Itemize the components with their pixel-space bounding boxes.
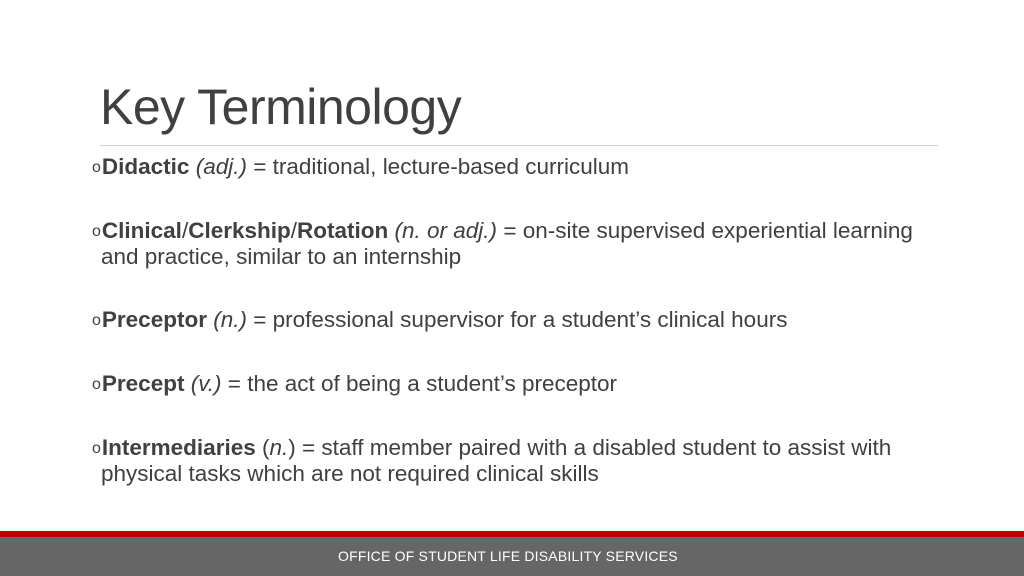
paren-open: ( [255, 435, 270, 460]
list-item-clinical [92, 218, 952, 269]
part-of-speech: (n.) [213, 307, 247, 332]
bullet-marker: o [92, 440, 101, 457]
part-of-speech: (n. or adj.) [394, 218, 498, 243]
term: Preceptor [101, 307, 207, 332]
part-of-speech: n. [269, 435, 289, 460]
part-of-speech: (adj.) [195, 154, 247, 179]
term: Didactic [101, 154, 190, 179]
bullet-marker: o [92, 159, 101, 176]
list-item-didactic [92, 154, 952, 180]
term: Clerkship [188, 218, 291, 243]
definition: = traditional, lecture-based curriculum [246, 154, 630, 179]
list-item-precept [92, 371, 952, 397]
list-item-intermediaries [92, 435, 952, 486]
definition: = the act of being a student’s preceptor [221, 371, 618, 396]
separator: / [181, 218, 189, 243]
paren-close: ) [288, 435, 296, 460]
bullet-marker: o [92, 312, 101, 329]
definition: = professional supervisor for a student’s clinical hours [246, 307, 788, 332]
term: Precept [101, 371, 185, 396]
bullet-marker: o [92, 376, 101, 393]
term: Rotation [297, 218, 389, 243]
definition: = staff member paired with a disabled student to assist with physical tasks which are not required clinical skills [101, 435, 892, 486]
title-divider [100, 145, 938, 146]
definition: = on-site supervised experiential learning and practice, similar to an internship [101, 218, 913, 269]
list-item-preceptor [92, 307, 952, 333]
slide-title: Key Terminology [100, 79, 462, 135]
footer-text: OFFICE OF STUDENT LIFE DISABILITY SERVICES [338, 548, 678, 564]
terminology-list [92, 154, 952, 524]
bullet-marker: o [92, 223, 101, 240]
separator: / [290, 218, 298, 243]
term: Clinical [101, 218, 182, 243]
term: Intermediaries [101, 435, 256, 460]
part-of-speech: (v.) [190, 371, 222, 396]
